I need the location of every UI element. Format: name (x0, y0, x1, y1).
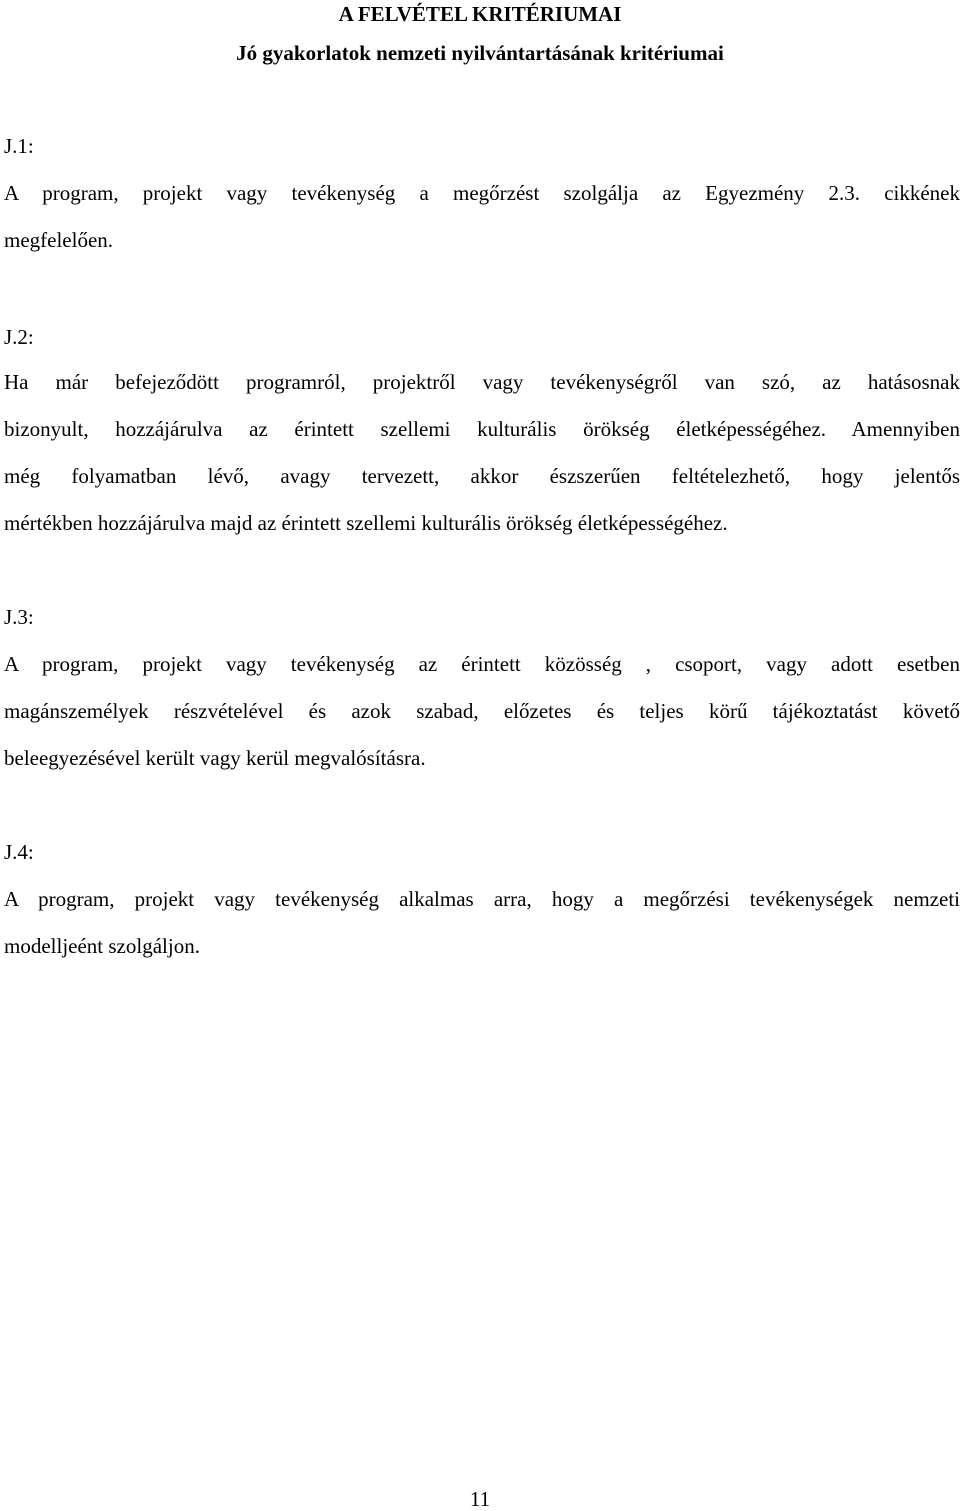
criterion-j1 (4, 134, 960, 264)
text-line: modelljeént szolgáljon. (4, 934, 200, 958)
criterion-j2 (4, 325, 960, 547)
criterion-j3 (4, 605, 960, 782)
text-line: A program, projekt vagy tevékenység az érintett közösség , csoport, vagy adott esetben (4, 652, 960, 676)
text-line: megfelelően. (4, 228, 114, 252)
criterion-label: J.1: (4, 134, 34, 158)
text-line: beleegyezésével került vagy kerül megvalósításra. (4, 746, 426, 770)
criterion-j4 (4, 840, 960, 970)
criterion-text (4, 170, 960, 264)
criterion-label: J.2: (4, 325, 34, 349)
page-number: 11 (469, 1487, 491, 1511)
text-line: még folyamatban lévő, avagy tervezett, akkor észszerűen feltételezhető, hogy jelentős (4, 464, 960, 488)
criterion-label: J.3: (4, 605, 34, 629)
text-line: bizonyult, hozzájárulva az érintett szellemi kulturális örökség életképességéhez. Amennyiben (4, 417, 960, 441)
text-line: A program, projekt vagy tevékenység a megőrzést szolgálja az Egyezmény 2.3. cikkének (4, 181, 960, 205)
text-line: A program, projekt vagy tevékenység alkalmas arra, hogy a megőrzési tevékenységek nemzeti (4, 887, 960, 911)
text-line: Ha már befejeződött programról, projektről vagy tevékenységről van szó, az hatásosnak (4, 370, 960, 394)
document-title: A FELVÉTEL KRITÉRIUMAI (338, 2, 622, 26)
criterion-text (4, 359, 960, 547)
criterion-text (4, 876, 960, 970)
document-subtitle: Jó gyakorlatok nemzeti nyilvántartásának kritériumai (236, 41, 724, 65)
criterion-text (4, 641, 960, 782)
text-line: mértékben hozzájárulva majd az érintett szellemi kulturális örökség életképességéhez. (4, 511, 728, 535)
text-line: magánszemélyek részvételével és azok szabad, előzetes és teljes körű tájékoztatást követő (4, 699, 960, 723)
criterion-label: J.4: (4, 840, 34, 864)
